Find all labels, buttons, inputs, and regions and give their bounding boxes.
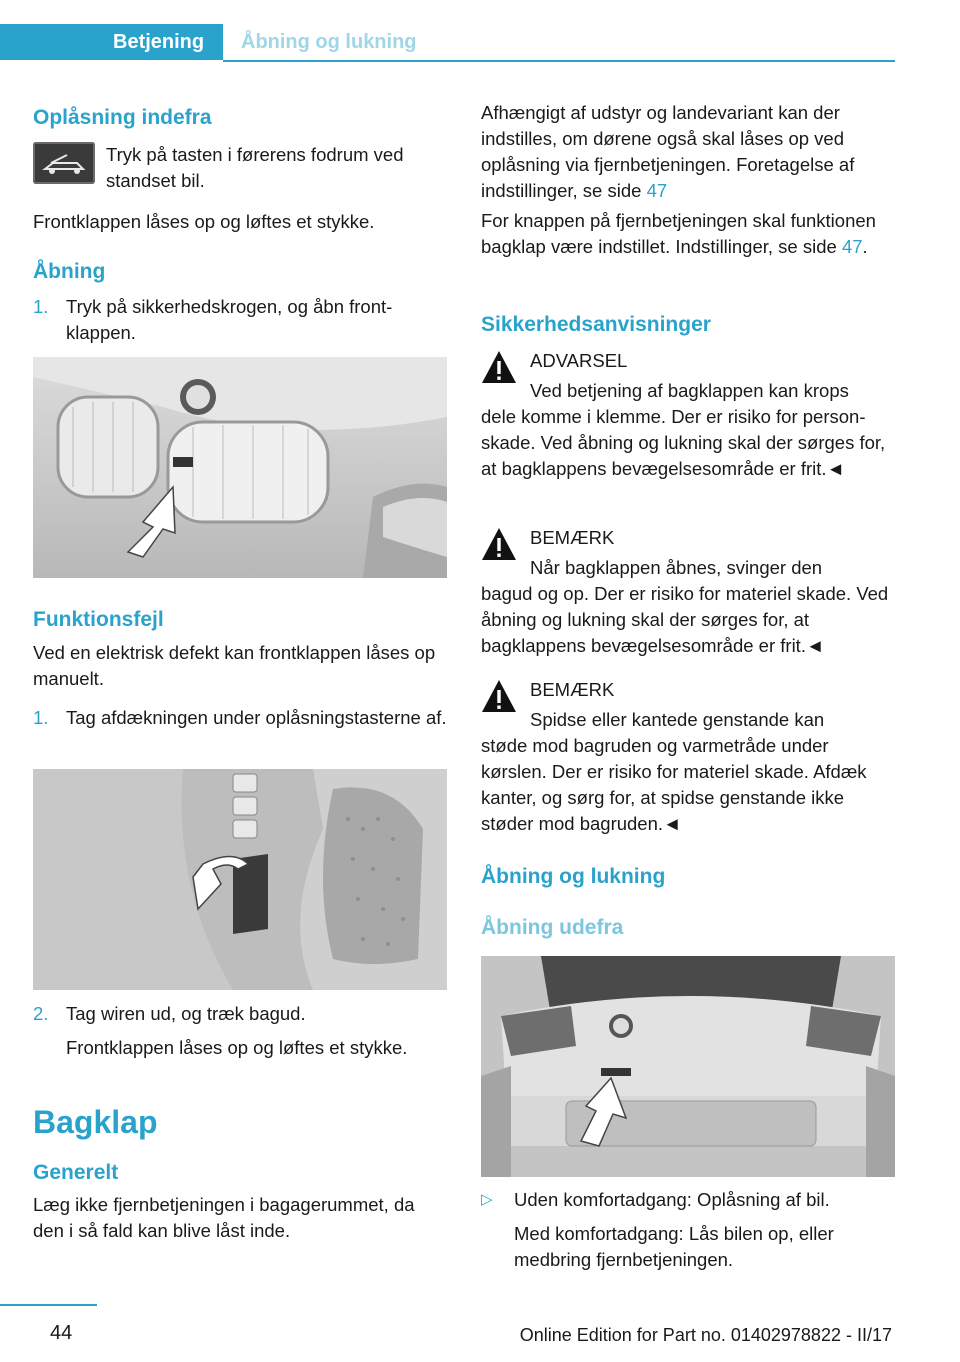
heading-abning: Åbning (33, 260, 106, 283)
step-text: Tryk på sikkerhedskrogen, og åbn frontklappen. (66, 296, 393, 343)
intro-1-text: Afhængigt af udstyr og landevariant kan der indstilles, om dørene også skal låses op ved oplåsning via fjernbetjeningen. Foretagelse af indstillinger, se side (481, 102, 855, 201)
header-rule (223, 60, 895, 62)
step-text: Tag afdækningen under oplåsningstasterne af. (66, 707, 447, 728)
generelt-text: Læg ikke fjernbetjeningen i bagagerummet, da den i så fald kan blive låst inde. (33, 1194, 415, 1241)
bullet-subtext: Med komfortadgang: Lås bilen op, eller medbring fjernbetjeningen. (514, 1223, 834, 1270)
list-item (481, 1187, 895, 1273)
heading-funktionsfejl: Funktionsfejl (33, 608, 164, 631)
warning-first-line: Når bagklappen åbnes, svinger den (530, 557, 823, 578)
step-number: 2. (33, 1003, 49, 1024)
bagklap-photo (481, 956, 895, 1177)
oplasning-result: Frontklappen låses op og løftes et stykke. (33, 211, 375, 232)
warning-triangle-icon (481, 527, 517, 561)
edition-note: Online Edition for Part no. 01402978822 - II/17 (519, 1325, 892, 1345)
header-subsection-tab: Åbning og lukning (241, 31, 417, 53)
warning-label: ADVARSEL (530, 350, 628, 371)
fejl-step-2 (33, 1001, 447, 1061)
oplasning-instruction: Tryk på tasten i førerens fodrum ved standset bil. (106, 144, 404, 191)
funktionsfejl-text: Ved en elektrisk defekt kan frontklappen låses op manuelt. (33, 642, 436, 689)
warning-triangle-icon (481, 679, 517, 713)
abning-step-1 (33, 294, 447, 346)
warning-bemaerk-1 (481, 525, 895, 659)
heading-generelt: Generelt (33, 1161, 119, 1184)
warning-triangle-icon (481, 350, 517, 384)
intro-paragraph-1 (481, 100, 895, 204)
page-link-47[interactable]: 47 (841, 236, 863, 257)
bullet-text: Uden komfortadgang: Oplåsning af bil. (514, 1189, 830, 1210)
warning-body: dele komme i klemme. Der er risiko for personskade. Ved åbning og lukning skal der sørges for, at bagklappens bevægelsesområde er frit.◄ (481, 406, 886, 479)
warning-advarsel (481, 348, 895, 482)
bullet-marker: ▷ (481, 1191, 493, 1208)
page-number: 44 (50, 1322, 73, 1344)
intro-paragraph-2 (481, 208, 895, 260)
warning-bemaerk-2 (481, 677, 895, 837)
heading-abning-og-lukning: Åbning og lukning (481, 865, 666, 888)
warning-first-line: Ved betjening af bagklappen kan krops (530, 380, 849, 401)
car-frontklap-key-icon (33, 142, 95, 184)
heading-bagklap: Bagklap (33, 1104, 158, 1140)
heading-sikkerhedsanvisninger: Sikkerhedsanvisninger (481, 313, 711, 336)
step-text: Tag wiren ud, og træk bagud. (66, 1003, 306, 1024)
oplasningstaster-photo (33, 769, 447, 990)
page-link-47[interactable]: 47 (646, 180, 668, 201)
intro-2-text: For knappen på fjernbetjeningen skal funktionen bagklap være indstillet. Indstillinger, se side (481, 210, 876, 257)
step-number: 1. (33, 296, 49, 317)
footer-rule (0, 1304, 97, 1306)
step-result: Frontklappen låses op og løftes et stykke. (66, 1037, 408, 1058)
warning-first-line: Spidse eller kantede genstande kan (530, 709, 825, 730)
warning-label: BEMÆRK (530, 527, 615, 548)
warning-body: bagud og op. Der er risiko for materiel skade. Ved åbning og lukning skal der sørges for, at bagklappens bevægelsesområde er frit.◄ (481, 583, 889, 656)
heading-oplasning-indefra: Oplåsning indefra (33, 106, 212, 129)
heading-abning-udefra: Åbning udefra (481, 916, 624, 939)
header-section-tab: Betjening (0, 24, 223, 60)
fejl-step-1 (33, 705, 447, 731)
warning-label: BEMÆRK (530, 679, 615, 700)
page-header (0, 24, 895, 60)
warning-body: støde mod bagruden og varmetråde under kørslen. Der er risiko for materiel skade. Afdæk kanter, og sørg for, at spidse genstande ikke støder mod bagruden.◄ (481, 735, 867, 834)
frontklap-photo (33, 357, 447, 578)
intro-2-end: . (862, 236, 868, 257)
step-number: 1. (33, 707, 49, 728)
